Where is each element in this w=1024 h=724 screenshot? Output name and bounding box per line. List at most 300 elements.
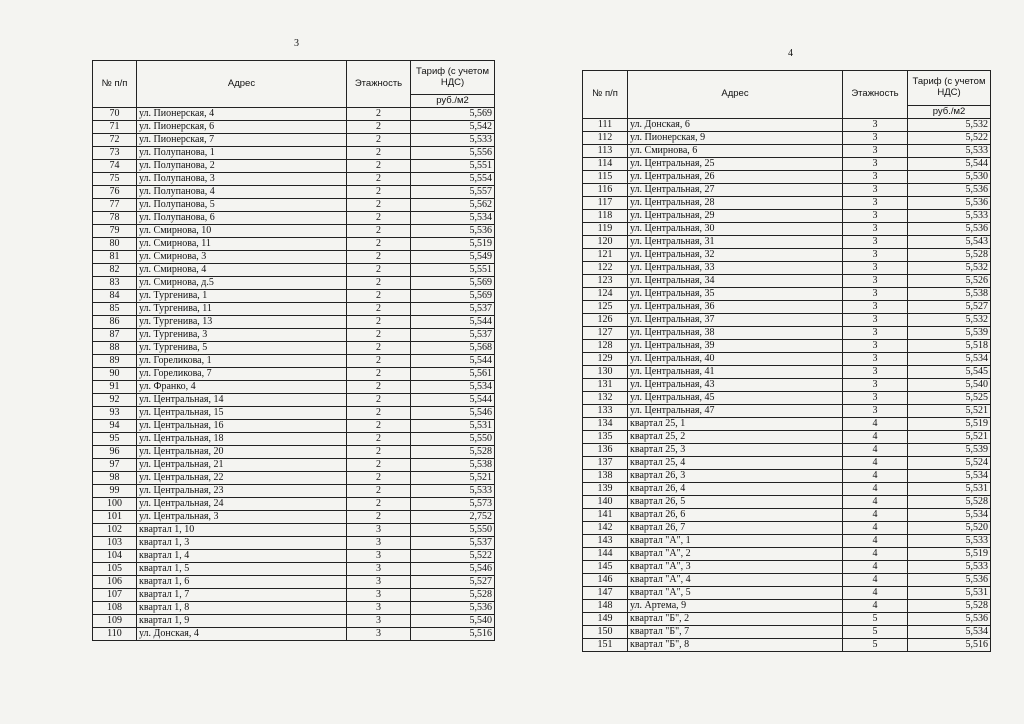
table-row [93,355,495,368]
row-floors: 2 [347,225,411,238]
table-row [583,132,991,145]
table-row [93,381,495,394]
row-tariff: 5,528 [908,249,991,262]
row-floors: 4 [843,535,908,548]
header-address: Адрес [137,61,347,108]
row-floors: 4 [843,522,908,535]
row-tariff: 5,534 [411,381,495,394]
row-address: квартал 26, 6 [628,509,843,522]
row-tariff: 5,527 [908,301,991,314]
row-number: 108 [93,602,137,615]
row-address: ул. Тургенива, 13 [137,316,347,329]
row-address: квартал 1, 6 [137,576,347,589]
row-number: 137 [583,457,628,470]
table-row [93,563,495,576]
row-floors: 2 [347,329,411,342]
row-floors: 2 [347,446,411,459]
row-tariff: 5,543 [908,236,991,249]
row-number: 123 [583,275,628,288]
row-address: квартал 1, 5 [137,563,347,576]
row-number: 75 [93,173,137,186]
row-number: 143 [583,535,628,548]
row-tariff: 5,532 [908,119,991,132]
row-address: ул. Пионерская, 6 [137,121,347,134]
row-number: 104 [93,550,137,563]
table-row [93,524,495,537]
tariff-table-left [92,60,495,641]
table-row [583,327,991,340]
table-row [93,121,495,134]
row-number: 97 [93,459,137,472]
row-number: 140 [583,496,628,509]
left-page-number: 3 [294,38,299,49]
table-row [93,277,495,290]
row-floors: 4 [843,600,908,613]
table-row [93,212,495,225]
row-tariff: 5,568 [411,342,495,355]
table-row [583,262,991,275]
row-tariff: 5,518 [908,340,991,353]
row-number: 122 [583,262,628,275]
row-number: 85 [93,303,137,316]
row-address: ул. Пионерская, 7 [137,134,347,147]
row-tariff: 5,537 [411,329,495,342]
row-tariff: 5,525 [908,392,991,405]
table-row [583,145,991,158]
row-floors: 2 [347,342,411,355]
row-tariff: 5,519 [411,238,495,251]
row-number: 103 [93,537,137,550]
row-number: 78 [93,212,137,225]
row-tariff: 5,550 [411,433,495,446]
row-tariff: 5,528 [411,446,495,459]
row-tariff: 5,531 [411,420,495,433]
row-tariff: 5,522 [411,550,495,563]
row-address: ул. Центральная, 30 [628,223,843,236]
row-number: 118 [583,210,628,223]
row-tariff: 5,544 [411,316,495,329]
row-number: 134 [583,418,628,431]
table-row [93,576,495,589]
table-row [93,628,495,641]
row-address: ул. Смирнова, 11 [137,238,347,251]
row-number: 131 [583,379,628,392]
row-tariff: 5,562 [411,199,495,212]
table-row [583,418,991,431]
row-floors: 4 [843,483,908,496]
table-row [93,173,495,186]
row-number: 151 [583,639,628,652]
row-tariff: 5,534 [908,353,991,366]
row-floors: 2 [347,121,411,134]
row-address: ул. Центральная, 29 [628,210,843,223]
row-tariff: 5,533 [411,134,495,147]
table-row [93,316,495,329]
row-number: 71 [93,121,137,134]
row-number: 115 [583,171,628,184]
row-address: ул. Центральная, 18 [137,433,347,446]
table-row [583,197,991,210]
row-floors: 2 [347,264,411,277]
row-floors: 2 [347,147,411,160]
row-floors: 3 [843,210,908,223]
row-tariff: 5,546 [411,563,495,576]
row-tariff: 5,531 [908,483,991,496]
row-floors: 2 [347,251,411,264]
row-number: 80 [93,238,137,251]
row-number: 133 [583,405,628,418]
row-number: 136 [583,444,628,457]
row-floors: 3 [347,602,411,615]
row-number: 146 [583,574,628,587]
row-address: квартал 1, 10 [137,524,347,537]
row-address: ул. Гореликова, 7 [137,368,347,381]
row-floors: 2 [347,303,411,316]
header-floors: Этажность [347,61,411,108]
row-tariff: 5,538 [411,459,495,472]
row-tariff: 5,542 [411,121,495,134]
row-number: 82 [93,264,137,277]
right-page-number: 4 [788,48,793,59]
row-address: ул. Полупанова, 1 [137,147,347,160]
table-row [583,405,991,418]
row-tariff: 5,521 [908,431,991,444]
table-row [93,368,495,381]
row-address: ул. Центральная, 21 [137,459,347,472]
table-row [583,340,991,353]
row-tariff: 5,526 [908,275,991,288]
row-floors: 2 [347,238,411,251]
table-row [93,550,495,563]
table-row [583,275,991,288]
row-floors: 2 [347,134,411,147]
row-address: квартал "Б", 2 [628,613,843,626]
row-address: ул. Центральная, 16 [137,420,347,433]
row-address: ул. Центральная, 28 [628,197,843,210]
table-row [583,535,991,548]
row-address: ул. Тургенива, 1 [137,290,347,303]
row-number: 84 [93,290,137,303]
table-row [583,223,991,236]
row-number: 89 [93,355,137,368]
row-address: ул. Смирнова, д.5 [137,277,347,290]
row-address: ул. Центральная, 24 [137,498,347,511]
table-row [93,342,495,355]
row-address: ул. Франко, 4 [137,381,347,394]
row-tariff: 5,522 [908,132,991,145]
table-row [93,472,495,485]
row-tariff: 5,534 [411,212,495,225]
row-tariff: 5,534 [908,509,991,522]
row-floors: 2 [347,277,411,290]
row-number: 96 [93,446,137,459]
row-address: ул. Центральная, 31 [628,236,843,249]
row-number: 91 [93,381,137,394]
row-floors: 3 [347,589,411,602]
row-floors: 4 [843,470,908,483]
row-number: 83 [93,277,137,290]
row-tariff: 5,533 [908,561,991,574]
table-row [93,199,495,212]
table-row [583,392,991,405]
row-tariff: 5,519 [908,418,991,431]
row-address: ул. Центральная, 34 [628,275,843,288]
table-row [93,264,495,277]
row-tariff: 5,536 [908,184,991,197]
row-floors: 3 [843,132,908,145]
table-row [583,184,991,197]
row-address: квартал 1, 9 [137,615,347,628]
row-number: 101 [93,511,137,524]
row-number: 106 [93,576,137,589]
row-tariff: 5,534 [908,626,991,639]
row-number: 150 [583,626,628,639]
table-row [93,134,495,147]
row-address: квартал "А", 3 [628,561,843,574]
row-tariff: 5,536 [908,197,991,210]
row-address: ул. Пионерская, 9 [628,132,843,145]
row-floors: 4 [843,509,908,522]
row-address: ул. Центральная, 40 [628,353,843,366]
row-address: квартал 1, 8 [137,602,347,615]
row-number: 141 [583,509,628,522]
row-floors: 3 [843,184,908,197]
row-floors: 3 [843,288,908,301]
row-floors: 3 [843,171,908,184]
table-row [583,249,991,262]
row-floors: 3 [347,537,411,550]
row-address: ул. Центральная, 39 [628,340,843,353]
row-address: ул. Центральная, 25 [628,158,843,171]
row-floors: 2 [347,498,411,511]
row-address: ул. Тургенива, 3 [137,329,347,342]
row-address: ул. Центральная, 43 [628,379,843,392]
table-body-right [583,119,991,652]
table-row [583,158,991,171]
row-tariff: 5,539 [908,327,991,340]
row-address: ул. Донская, 4 [137,628,347,641]
row-floors: 2 [347,381,411,394]
table-row [583,496,991,509]
row-address: ул. Центральная, 38 [628,327,843,340]
row-tariff: 2,752 [411,511,495,524]
row-number: 109 [93,615,137,628]
row-address: ул. Полупанова, 4 [137,186,347,199]
table-row [93,602,495,615]
row-address: ул. Полупанова, 6 [137,212,347,225]
row-tariff: 5,544 [411,355,495,368]
row-floors: 4 [843,431,908,444]
row-tariff: 5,569 [411,108,495,121]
row-address: ул. Центральная, 20 [137,446,347,459]
table-row [583,236,991,249]
row-floors: 3 [347,628,411,641]
row-address: квартал "А", 5 [628,587,843,600]
row-tariff: 5,549 [411,251,495,264]
row-number: 94 [93,420,137,433]
row-address: ул. Центральная, 35 [628,288,843,301]
row-address: квартал 1, 3 [137,537,347,550]
row-tariff: 5,530 [908,171,991,184]
row-tariff: 5,533 [411,485,495,498]
row-tariff: 5,532 [908,262,991,275]
header-num: № п/п [583,71,628,119]
row-floors: 3 [843,340,908,353]
tariff-table-right [582,70,991,652]
row-floors: 5 [843,626,908,639]
row-number: 135 [583,431,628,444]
row-floors: 4 [843,444,908,457]
row-address: ул. Центральная, 3 [137,511,347,524]
row-address: квартал "А", 2 [628,548,843,561]
row-tariff: 5,537 [411,537,495,550]
row-address: ул. Гореликова, 1 [137,355,347,368]
table-row [583,457,991,470]
table-row [583,587,991,600]
row-floors: 2 [347,407,411,420]
row-address: квартал 25, 4 [628,457,843,470]
row-number: 88 [93,342,137,355]
row-address: ул. Пионерская, 4 [137,108,347,121]
table-row [583,314,991,327]
row-number: 119 [583,223,628,236]
row-floors: 2 [347,199,411,212]
table-row [93,446,495,459]
row-floors: 2 [347,212,411,225]
row-number: 81 [93,251,137,264]
table-row [93,485,495,498]
row-number: 117 [583,197,628,210]
table-row [93,615,495,628]
row-address: ул. Центральная, 36 [628,301,843,314]
row-number: 110 [93,628,137,641]
row-tariff: 5,534 [908,470,991,483]
row-floors: 4 [843,561,908,574]
row-number: 98 [93,472,137,485]
row-number: 138 [583,470,628,483]
row-number: 148 [583,600,628,613]
row-number: 87 [93,329,137,342]
row-tariff: 5,528 [908,600,991,613]
row-tariff: 5,539 [908,444,991,457]
row-address: ул. Центральная, 41 [628,366,843,379]
row-floors: 2 [347,173,411,186]
row-floors: 2 [347,186,411,199]
row-tariff: 5,540 [411,615,495,628]
row-number: 100 [93,498,137,511]
row-number: 130 [583,366,628,379]
row-floors: 3 [843,236,908,249]
row-tariff: 5,528 [908,496,991,509]
row-address: ул. Центральная, 22 [137,472,347,485]
row-floors: 4 [843,418,908,431]
row-tariff: 5,521 [411,472,495,485]
table-row [583,548,991,561]
row-number: 102 [93,524,137,537]
row-floors: 2 [347,316,411,329]
row-floors: 2 [347,472,411,485]
row-address: ул. Донская, 6 [628,119,843,132]
row-address: ул. Полупанова, 5 [137,199,347,212]
row-tariff: 5,524 [908,457,991,470]
row-number: 70 [93,108,137,121]
row-address: ул. Полупанова, 3 [137,173,347,186]
row-address: квартал 25, 2 [628,431,843,444]
row-number: 111 [583,119,628,132]
row-floors: 2 [347,511,411,524]
row-number: 144 [583,548,628,561]
row-address: ул. Центральная, 45 [628,392,843,405]
row-number: 125 [583,301,628,314]
row-tariff: 5,557 [411,186,495,199]
table-row [93,303,495,316]
row-address: ул. Центральная, 23 [137,485,347,498]
row-tariff: 5,544 [411,394,495,407]
row-floors: 3 [843,119,908,132]
row-floors: 3 [843,353,908,366]
row-floors: 2 [347,394,411,407]
row-floors: 4 [843,457,908,470]
table-row [93,407,495,420]
row-floors: 2 [347,433,411,446]
row-tariff: 5,561 [411,368,495,381]
table-row [583,522,991,535]
row-tariff: 5,533 [908,145,991,158]
row-address: ул. Артема, 9 [628,600,843,613]
row-tariff: 5,520 [908,522,991,535]
row-number: 120 [583,236,628,249]
table-row [93,537,495,550]
table-row [583,171,991,184]
row-floors: 2 [347,420,411,433]
table-row [583,288,991,301]
table-row [93,238,495,251]
row-floors: 3 [347,550,411,563]
row-tariff: 5,532 [908,314,991,327]
row-floors: 4 [843,587,908,600]
row-address: квартал 25, 1 [628,418,843,431]
header-tariff: Тариф (с учетом НДС) [908,71,991,106]
row-number: 93 [93,407,137,420]
table-row [583,509,991,522]
row-number: 142 [583,522,628,535]
table-row [583,470,991,483]
row-floors: 3 [843,392,908,405]
table-row [583,626,991,639]
row-number: 127 [583,327,628,340]
row-floors: 5 [843,613,908,626]
table-body-left [93,108,495,641]
row-floors: 4 [843,574,908,587]
table-row [93,394,495,407]
row-number: 99 [93,485,137,498]
row-tariff: 5,533 [908,210,991,223]
row-tariff: 5,536 [908,613,991,626]
row-floors: 3 [347,563,411,576]
row-tariff: 5,550 [411,524,495,537]
table-row [93,459,495,472]
row-number: 132 [583,392,628,405]
header-unit: руб./м2 [411,95,495,108]
row-floors: 3 [843,379,908,392]
row-number: 77 [93,199,137,212]
row-address: ул. Центральная, 27 [628,184,843,197]
row-number: 114 [583,158,628,171]
header-floors: Этажность [843,71,908,119]
table-row [583,483,991,496]
row-floors: 2 [347,368,411,381]
row-floors: 3 [843,197,908,210]
